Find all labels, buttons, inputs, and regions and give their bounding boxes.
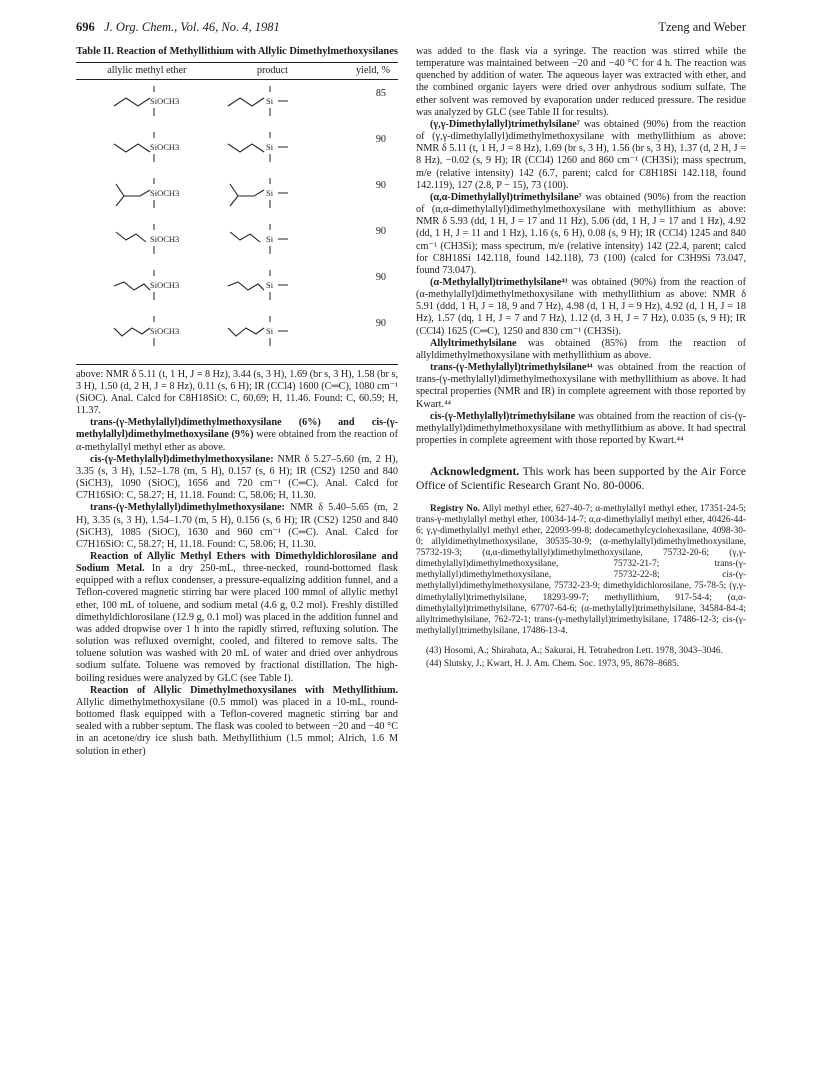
page-header [76, 20, 746, 40]
compound-heading: Allyltrimethylsilane [430, 337, 517, 349]
yield-cell: 90 [375, 179, 386, 191]
reactant-label: SiOCH3 [150, 187, 180, 198]
table-row [76, 218, 398, 264]
reactant-structure [76, 172, 196, 210]
compound-heading: cis-(γ-Methylallyl)dimethylmethoxysilane: [90, 453, 274, 465]
compound-heading: (γ,γ-Dimethylallyl)trimethylsilane⁷ [430, 118, 580, 130]
product-label: Si [265, 325, 273, 336]
page-number: 696 [76, 20, 95, 34]
paragraph-allyltrimethylsilane: Allyltrimethylsilane was obtained (85%) from the reaction of allyldimethylmethoxysilane with methyllithium as above. [416, 337, 746, 361]
product-cell [218, 126, 327, 172]
product-structure [218, 218, 318, 256]
product-label: Si [265, 95, 273, 106]
product-cell [218, 79, 327, 126]
journal-citation: J. Org. Chem., Vol. 46, No. 4, 1981 [104, 20, 280, 34]
table-row [76, 172, 398, 218]
paragraph-nmr-data: above: NMR δ 5.11 (t, 1 H, J = 8 Hz), 3.44 (s, 3 H), 1.69 (br s, 3 H), 1.58 (br s, 3 H), 1.50 (d, 2 H, J = 8 Hz), 0.11 (s, 6 H); IR (CCl4) 1600 (C═C), 1080 cm⁻¹ (SiOC). Anal. Calcd for C8H18SiO: C, 60.69; H, 11.46. Found: C, 60.59; H, 11.37. [76, 368, 398, 417]
header-left [76, 20, 280, 35]
acknowledgment: Acknowledgment. This work has been supported by the Air Force Office of Scientific Research Grant No. 80-0006. [416, 465, 746, 492]
registry-numbers: Registry No. Allyl methyl ether, 627-40-7; α-methylallyl methyl ether, 17351-24-5; trans-γ-methylallyl methyl ether, 10034-14-7; α,α-dimethylallyl methyl ether, 40426-44-6; γ,γ-dimethylallyl methyl ether, 22093-99-8; dodecamethylcyclohexasilane, 4098-30-0; allyldimethylmethoxysilane, 30535-30-9; (α-methylallyl)dimethylmethoxysilane, 75732-19-3; (α,α-dimethylallyl)dimethylmethoxysilane, 75732-20-6; (γ,γ-dimethylallyl)dimethylmethoxysilane, 75732-21-7; trans-(γ-methylallyl)dimethylmethoxysilane, 75732-22-8; cis-(γ-methylallyl)dimethylmethoxysilane, 75732-23-9; dimethyldichlorosilane, 75-78-5; (γ,γ-dimethylallyl)trimethylsilane, 18293-99-7; methyllithium, 917-54-4; (α,α-dimethylallyl)trimethylsilane, 67707-64-6; (α-methylallyl)trimethylsilane, 34584-84-4; allyltrimethylsilane, 762-72-1; trans-(γ-methylallyl)trimethylsilane, 17486-12-3; cis-(γ-methylallyl)trimethylsilane, 17486-13-4. [416, 503, 747, 636]
right-column [416, 46, 746, 671]
yield-cell: 90 [375, 271, 386, 283]
product-structure [218, 310, 318, 348]
product-label: Si [265, 279, 273, 290]
yield-cell: 90 [327, 310, 398, 365]
compound-heading: cis-(γ-Methylallyl)trimethylsilane [430, 410, 576, 422]
col-header-yield: yield, % [327, 62, 398, 79]
left-column [76, 46, 398, 758]
paragraph-continued: was added to the flask via a syringe. The reaction was stirred while the temperature was maintained between −20 and −40 °C for 4 h. The reaction was quenched by addition of water. The aqueous layer was extracted with ether, and the combined organic layers were dried over anhydrous sodium sulfate. The ether solvent was removed by evaporation under reduced pressure. The residue was analyzed by GLC (see Table II for results). [416, 46, 746, 118]
product-structure [218, 126, 318, 164]
yield-cell: 90 [375, 133, 386, 145]
reactant-cell [76, 172, 218, 218]
product-structure [218, 172, 318, 210]
yield-cell: 90 [375, 225, 386, 237]
paragraph-cis-silane: cis-(γ-Methylallyl)dimethylmethoxysilane: NMR δ 5.27–5.60 (m, 2 H), 3.35 (s, 3 H), 1.52–1.78 (m, 5 H), 0.157 (s, 6 H); IR (CS2) 1250 and 840 (SiCH3), 1090 (SiOC), 1656 and 720 cm⁻¹ (C═C). Anal. Calcd for C7H16SiO: C, 58.27; H, 11.18. Found: C, 58.06; H, 11.30. [76, 453, 398, 502]
table-title: Reaction of Methyllithium with Allylic Dimethylmethoxysilanes [116, 46, 398, 57]
paragraph-methylallyl-silanes: trans-(γ-Methylallyl)dimethylmethoxysilane (6%) and cis-(γ-methylallyl)dimethylmethoxysilane (9%) were obtained from the reaction of α-methylallyl methyl ether as above. [76, 417, 398, 453]
reactant-label: SiOCH3 [150, 95, 180, 106]
references [416, 646, 746, 670]
reference-43: (43) Hosomi, A.; Shirahata, A.; Sakurai, H. Tetrahedron Lett. 1978, 3043–3046. [426, 646, 723, 657]
acknowledgment-heading: Acknowledgment. [430, 465, 520, 479]
paragraph-methyllithium-reaction: Reaction of Allylic Dimethylmethoxysilanes with Methyllithium. Allylic dimethylmethoxysilane (0.5 mmol) was placed in a 10-mL, round-bottomed flask equipped with a Teflon-covered magnetic stirring bar and sealed with a rubber septum. The flask was cooled to between −20 and −40 °C in an acetone/dry ice slush bath. Methyllithium (1.5 mmol; Alrich, 1.6 M solution in ether) [76, 684, 398, 757]
col-header-ether: allylic methyl ether [76, 62, 218, 79]
product-label: Si [265, 141, 273, 152]
table-row [76, 310, 398, 365]
product-cell [218, 172, 327, 218]
product-cell [218, 264, 327, 310]
paragraph-gg-dimethylallyl: (γ,γ-Dimethylallyl)trimethylsilane⁷ was obtained (90%) from the reaction of (γ,γ-dimethylallyl)dimethylmethoxysilane with methyllithium as above: NMR δ 5.11 (t, 1 H, J = 8 Hz), 1.69 (br s, 3 H), 1.56 (br s, 3 H), 1.37 (d, 2 H, J = 8 Hz), −0.02 (s, 9 H); IR (CCl4) 1260 and 860 cm⁻¹ (CH3Si); mass spectrum, m/e (relative intensity) 142 (6.7, parent; calcd for C8H18Si 142.118, found 142.119), 127 (2.8, P − 15), 73 (100). [416, 118, 746, 191]
table-label: Table II. [76, 46, 114, 57]
registry-heading: Registry No. [430, 503, 480, 514]
section-heading: Reaction of Allylic Dimethylmethoxysilanes with Methyllithium. [90, 684, 398, 696]
product-cell [218, 310, 327, 365]
table-row [76, 264, 398, 310]
reactant-structure [76, 310, 196, 348]
reactant-cell [76, 126, 218, 172]
product-label: Si [265, 233, 273, 244]
paragraph-a-methylallyl: (α-Methylallyl)trimethylsilane⁴³ was obtained (90%) from the reaction of (α-methylallyl)dimethylmethoxysilane with methyllithium as above: NMR δ 5.91 (ddd, 1 H, J = 18, 9 and 7 Hz), 4.98 (d, 1 H, J = 9 Hz), 4.92 (d, 1 H, J = 18 Hz), 1.57 (dq, 1 H, J = 7 and 7 Hz), 1.12 (d, 3 H, J = 7 Hz), 0.035 (s, 9 H); IR (CCl4) 1625 (C═C), 1250 and 830 cm⁻¹ (CH3Si). [416, 276, 746, 337]
col-header-product: product [218, 62, 327, 79]
reactant-label: SiOCH3 [150, 325, 180, 336]
reference-44: (44) Slutsky, J.; Kwart, H. J. Am. Chem. Soc. 1973, 95, 8678–8685. [426, 659, 679, 670]
compound-heading: (α-Methylallyl)trimethylsilane⁴³ [430, 276, 568, 288]
reactant-label: SiOCH3 [150, 233, 180, 244]
reactant-structure [76, 264, 196, 302]
table-caption [76, 46, 398, 59]
reactant-label: SiOCH3 [150, 141, 180, 152]
paragraph-trans-silane: trans-(γ-Methylallyl)dimethylmethoxysilane: NMR δ 5.40–5.65 (m, 2 H), 3.35 (s, 3 H), 1.54–1.70 (m, 5 H), 0.156 (s, 6 H); IR (CS2) 1250 and 840 (SiCH3), 1085 (SiOC), 1630 and 960 cm⁻¹ (C═C). Anal. Calcd for C7H16SiO: C, 58.27; H, 11.18. Found: C, 58.06; H, 11.30. [76, 502, 398, 550]
paragraph-sodium-reaction: Reaction of Allylic Methyl Ethers with Dimethyldichlorosilane and Sodium Metal. In a dry 250-mL, three-necked, round-bottomed flask equipped with a reflux condenser, a pressure-equalizing addition funnel, and a Teflon-covered magnetic stirring bar were placed 100 mmol of allylic methyl ether, 100 mL of toluene, and sodium metal (4.6 g, 0.2 mol). Freshly distilled dimethyldichlorosilane (12.9 g, 0.1 mol) was placed in the addition funnel and was added dropwise over 1 h into the rapidly stirred, refluxing solution. The solution was refluxed overnight, cooled, and filtered to remove salts. The toluene solution was washed with 20 mL of water and dried over anhydrous sodium sulfate. Toluene was removed by fractional distillation. The high-boiling residues were analyzed by GLC (see Table I). [76, 551, 398, 684]
table-header-row [76, 62, 398, 79]
compound-heading: trans-(γ-Methylallyl)dimethylmethoxysilane: [90, 502, 285, 514]
table-row [76, 79, 398, 126]
compound-heading: trans-(γ-Methylallyl)trimethylsilane⁴⁴ [430, 362, 593, 374]
reactant-cell [76, 264, 218, 310]
paragraph-trans-trimethylsilane: trans-(γ-Methylallyl)trimethylsilane⁴⁴ was obtained from the reaction of trans-(γ-methylallyl)dimethylmethoxysilane with methyllithium as above. It had spectral properties (NMR and IR) in complete agreement with those reported by Kwart.⁴⁴ [416, 362, 746, 410]
reactant-structure [76, 126, 196, 164]
paragraph-aa-dimethylallyl: (α,α-Dimethylallyl)trimethylsilane⁷ was obtained (90%) from the reaction of (α,α-dimethylallyl)dimethylmethoxysilane with methyllithium as above: NMR δ 5.93 (dd, 1 H, J = 17 and 11 Hz), 5.06 (dd, 1 H, J = 17 and 1 Hz), 4.92 (dd, 1 H, J = 11 and 1 Hz), 1.16 (s, 6 H), 0.08 (s, 9 H); IR (CCl4) 1245 and 840 cm⁻¹ (CH3Si); mass spectrum, m/e (relative intensity) 142 (22.4, parent; calcd for C8H18Si 142.118, found 142.118), 73 (100) (calcd for C3H9Si 73.047, found 73.047). [416, 191, 746, 276]
table-row [76, 126, 398, 172]
reactant-cell [76, 310, 218, 365]
product-cell [218, 218, 327, 264]
left-body [76, 369, 398, 758]
compound-heading: trans-(γ-Methylallyl)dimethylmethoxysilane (6%) and cis-(γ-methylallyl)dimethylmethoxysilane (9%) [76, 417, 398, 441]
product-structure [218, 80, 318, 118]
reactant-structure [76, 80, 196, 118]
paragraph-cis-trimethylsilane: cis-(γ-Methylallyl)trimethylsilane was obtained from the reaction of cis-(γ-methylallyl)dimethylmethoxysilane with methyllithium as above. It had spectral properties in complete agreement with those reported by Kwart.⁴⁴ [416, 410, 746, 446]
yield-cell: 85 [375, 87, 386, 99]
product-structure [218, 264, 318, 302]
table-2 [76, 62, 398, 365]
header-authors: Tzeng and Weber [658, 20, 746, 34]
reactant-structure [76, 218, 196, 256]
product-label: Si [265, 187, 273, 198]
section-heading: Reaction of Allylic Methyl Ethers with Dimethyldichlorosilane and Sodium Metal. [76, 551, 398, 575]
reactant-label: SiOCH3 [150, 279, 180, 290]
reactant-cell [76, 79, 218, 126]
compound-heading: (α,α-Dimethylallyl)trimethylsilane⁷ [430, 191, 582, 203]
reactant-cell [76, 218, 218, 264]
